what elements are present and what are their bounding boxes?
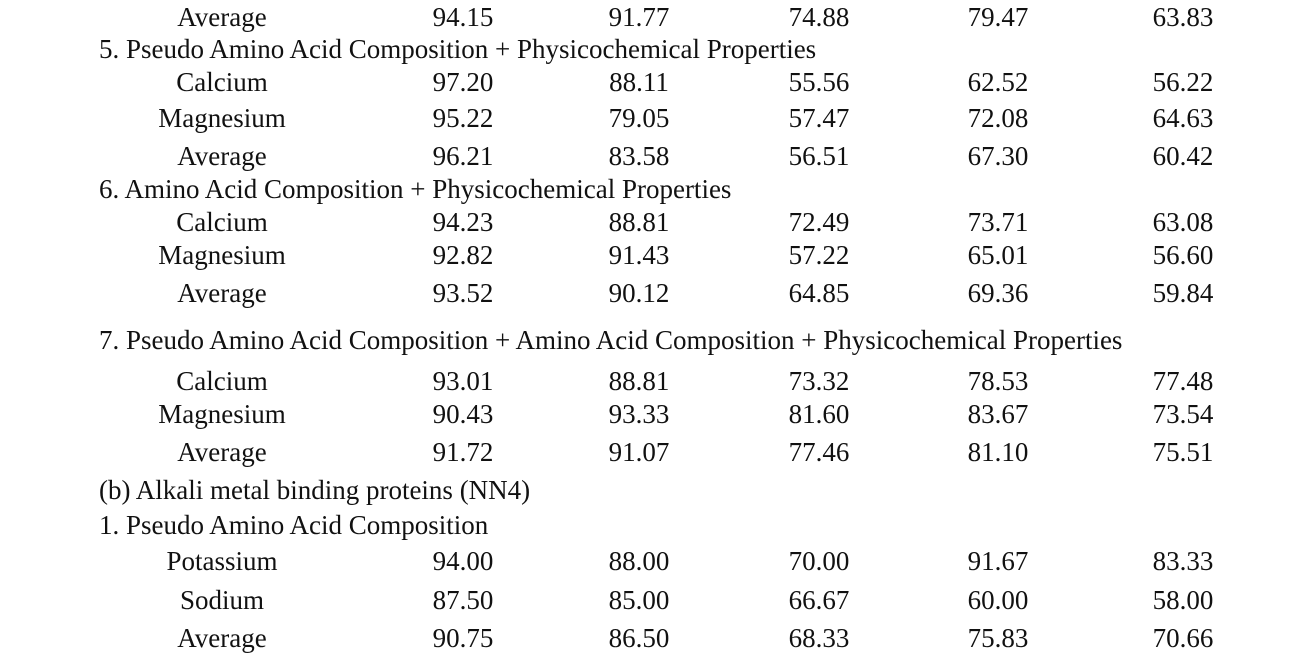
row-value: 69.36 (967, 278, 1029, 308)
row-value: 90.43 (432, 399, 494, 429)
row-value: 57.47 (788, 103, 850, 133)
table-row (0, 139, 1304, 173)
row-label: Magnesium (158, 240, 286, 270)
table-row (0, 0, 1304, 34)
table-row (0, 435, 1304, 469)
table-row (0, 65, 1304, 99)
row-label: Average (177, 623, 267, 653)
row-value: 83.67 (967, 399, 1029, 429)
section-heading (0, 508, 1304, 542)
section-heading (0, 323, 1304, 357)
row-value: 60.42 (1152, 141, 1214, 171)
table-row (0, 544, 1304, 578)
row-value: 92.82 (432, 240, 494, 270)
row-value: 88.00 (608, 546, 670, 576)
row-value: 64.63 (1152, 103, 1214, 133)
row-value: 77.46 (788, 437, 850, 467)
row-value: 68.33 (788, 623, 850, 653)
row-value: 97.20 (432, 67, 494, 97)
row-label: Calcium (176, 67, 268, 97)
row-label: Magnesium (158, 103, 286, 133)
row-value: 91.07 (608, 437, 670, 467)
row-value: 56.51 (788, 141, 850, 171)
row-value: 75.83 (967, 623, 1029, 653)
row-value: 94.00 (432, 546, 494, 576)
row-value: 81.60 (788, 399, 850, 429)
row-value: 91.77 (608, 2, 670, 32)
row-value: 93.33 (608, 399, 670, 429)
row-value: 60.00 (967, 585, 1029, 615)
row-value: 88.81 (608, 207, 670, 237)
row-value: 64.85 (788, 278, 850, 308)
row-value: 72.49 (788, 207, 850, 237)
row-label: Sodium (179, 585, 265, 615)
row-value: 56.22 (1152, 67, 1214, 97)
row-value: 88.11 (609, 67, 669, 97)
row-value: 90.12 (608, 278, 670, 308)
section-heading (0, 172, 1304, 206)
row-label: Average (177, 2, 267, 32)
row-label: Average (177, 141, 267, 171)
row-value: 73.71 (967, 207, 1029, 237)
row-value: 83.33 (1152, 546, 1214, 576)
row-value: 70.00 (788, 546, 850, 576)
section-heading-text: 1. Pseudo Amino Acid Composition (99, 510, 489, 540)
section-heading-text: 5. Pseudo Amino Acid Composition + Physicochemical Properties (99, 34, 817, 64)
table-row (0, 276, 1304, 310)
section-heading-text: 6. Amino Acid Composition + Physicochemical Properties (99, 174, 732, 204)
row-value: 58.00 (1152, 585, 1214, 615)
row-value: 75.51 (1152, 437, 1214, 467)
row-label: Magnesium (158, 399, 286, 429)
row-value: 86.50 (608, 623, 670, 653)
row-value: 90.75 (432, 623, 494, 653)
row-value: 79.05 (608, 103, 670, 133)
row-value: 93.52 (432, 278, 494, 308)
row-value: 83.58 (608, 141, 670, 171)
row-value: 87.50 (432, 585, 494, 615)
row-value: 66.67 (788, 585, 850, 615)
row-value: 63.08 (1152, 207, 1214, 237)
row-value: 79.47 (967, 2, 1029, 32)
row-value: 88.81 (608, 366, 670, 396)
row-value: 73.32 (788, 366, 850, 396)
row-value: 93.01 (432, 366, 494, 396)
row-value: 67.30 (967, 141, 1029, 171)
row-label: Calcium (176, 207, 268, 237)
row-value: 91.43 (608, 240, 670, 270)
row-value: 73.54 (1152, 399, 1214, 429)
table-row (0, 583, 1304, 617)
row-value: 62.52 (967, 67, 1029, 97)
row-value: 55.56 (788, 67, 850, 97)
table-row (0, 364, 1304, 398)
row-value: 63.83 (1152, 2, 1214, 32)
table-row (0, 238, 1304, 272)
row-value: 81.10 (967, 437, 1029, 467)
section-heading (0, 32, 1304, 66)
table-row (0, 621, 1304, 655)
section-heading-text: 7. Pseudo Amino Acid Composition + Amino Acid Composition + Physicochemical Properties (99, 325, 1123, 355)
row-value: 77.48 (1152, 366, 1214, 396)
row-value: 56.60 (1152, 240, 1214, 270)
row-value: 91.67 (967, 546, 1029, 576)
row-value: 57.22 (788, 240, 850, 270)
row-value: 94.23 (432, 207, 494, 237)
row-value: 78.53 (967, 366, 1029, 396)
row-value: 72.08 (967, 103, 1029, 133)
section-heading (0, 473, 1304, 507)
row-value: 74.88 (788, 2, 850, 32)
row-value: 94.15 (432, 2, 494, 32)
row-label: Potassium (166, 546, 278, 576)
table-row (0, 205, 1304, 239)
row-value: 59.84 (1152, 278, 1214, 308)
row-value: 95.22 (432, 103, 494, 133)
row-value: 70.66 (1152, 623, 1214, 653)
row-label: Average (177, 278, 267, 308)
row-label: Average (177, 437, 267, 467)
row-value: 96.21 (432, 141, 494, 171)
row-label: Calcium (176, 366, 268, 396)
row-value: 85.00 (608, 585, 670, 615)
row-value: 65.01 (967, 240, 1029, 270)
table-row (0, 397, 1304, 431)
table-row (0, 101, 1304, 135)
section-heading-text: (b) Alkali metal binding proteins (NN4) (99, 475, 531, 505)
row-value: 91.72 (432, 437, 494, 467)
